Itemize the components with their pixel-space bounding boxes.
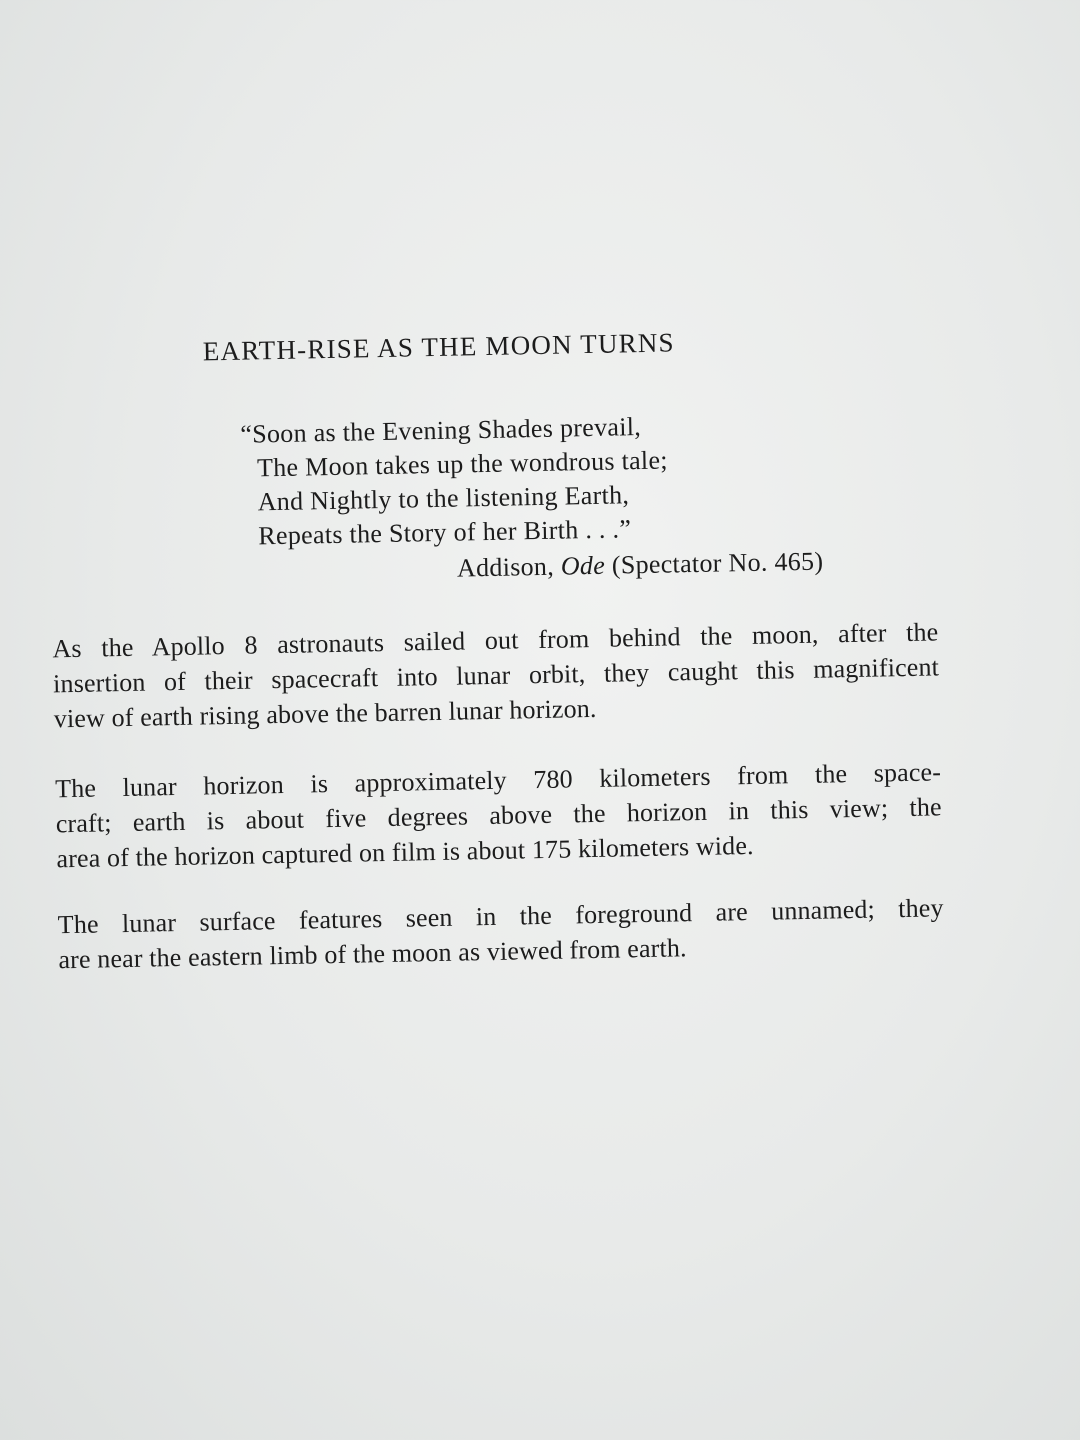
paragraph-line: craft; earth is about five degrees above the horizon in this view; the xyxy=(55,792,942,839)
paragraph-line: area of the horizon captured on film is about 175 kilometers wide. xyxy=(56,830,754,874)
paragraph-line: insertion of their spacecraft into lunar orbit, they caught this magnificent xyxy=(52,652,940,699)
attribution-source: (Spectator No. 465) xyxy=(611,546,824,580)
paragraph-line: The lunar horizon is approximately 780 kilometers from the space- xyxy=(54,757,942,804)
poem-line: Repeats the Story of her Birth . . .” xyxy=(258,514,632,551)
attribution-work: Ode xyxy=(560,550,606,581)
poem-line: And Nightly to the listening Earth, xyxy=(257,480,630,517)
paragraph-line: view of earth rising above the barren lunar horizon. xyxy=(53,693,597,734)
poem-line: The Moon takes up the wondrous tale; xyxy=(256,445,669,483)
caption-paragraph xyxy=(52,614,940,736)
caption-paragraph xyxy=(57,890,944,977)
poem-line: “Soon as the Evening Shades prevail, xyxy=(240,412,642,449)
epigraph-poem xyxy=(240,410,669,554)
caption-paragraph xyxy=(55,754,943,876)
paragraph-line: The lunar surface features seen in the foreground are unnamed; they xyxy=(57,893,944,940)
paragraph-line: As the Apollo 8 astronauts sailed out from behind the moon, after the xyxy=(52,617,939,664)
page-title: EARTH-RISE AS THE MOON TURNS xyxy=(202,327,676,367)
poem-attribution xyxy=(457,547,824,584)
paragraph-line: are near the eastern limb of the moon as viewed from earth. xyxy=(58,933,687,975)
attribution-author: Addison, xyxy=(456,551,555,583)
